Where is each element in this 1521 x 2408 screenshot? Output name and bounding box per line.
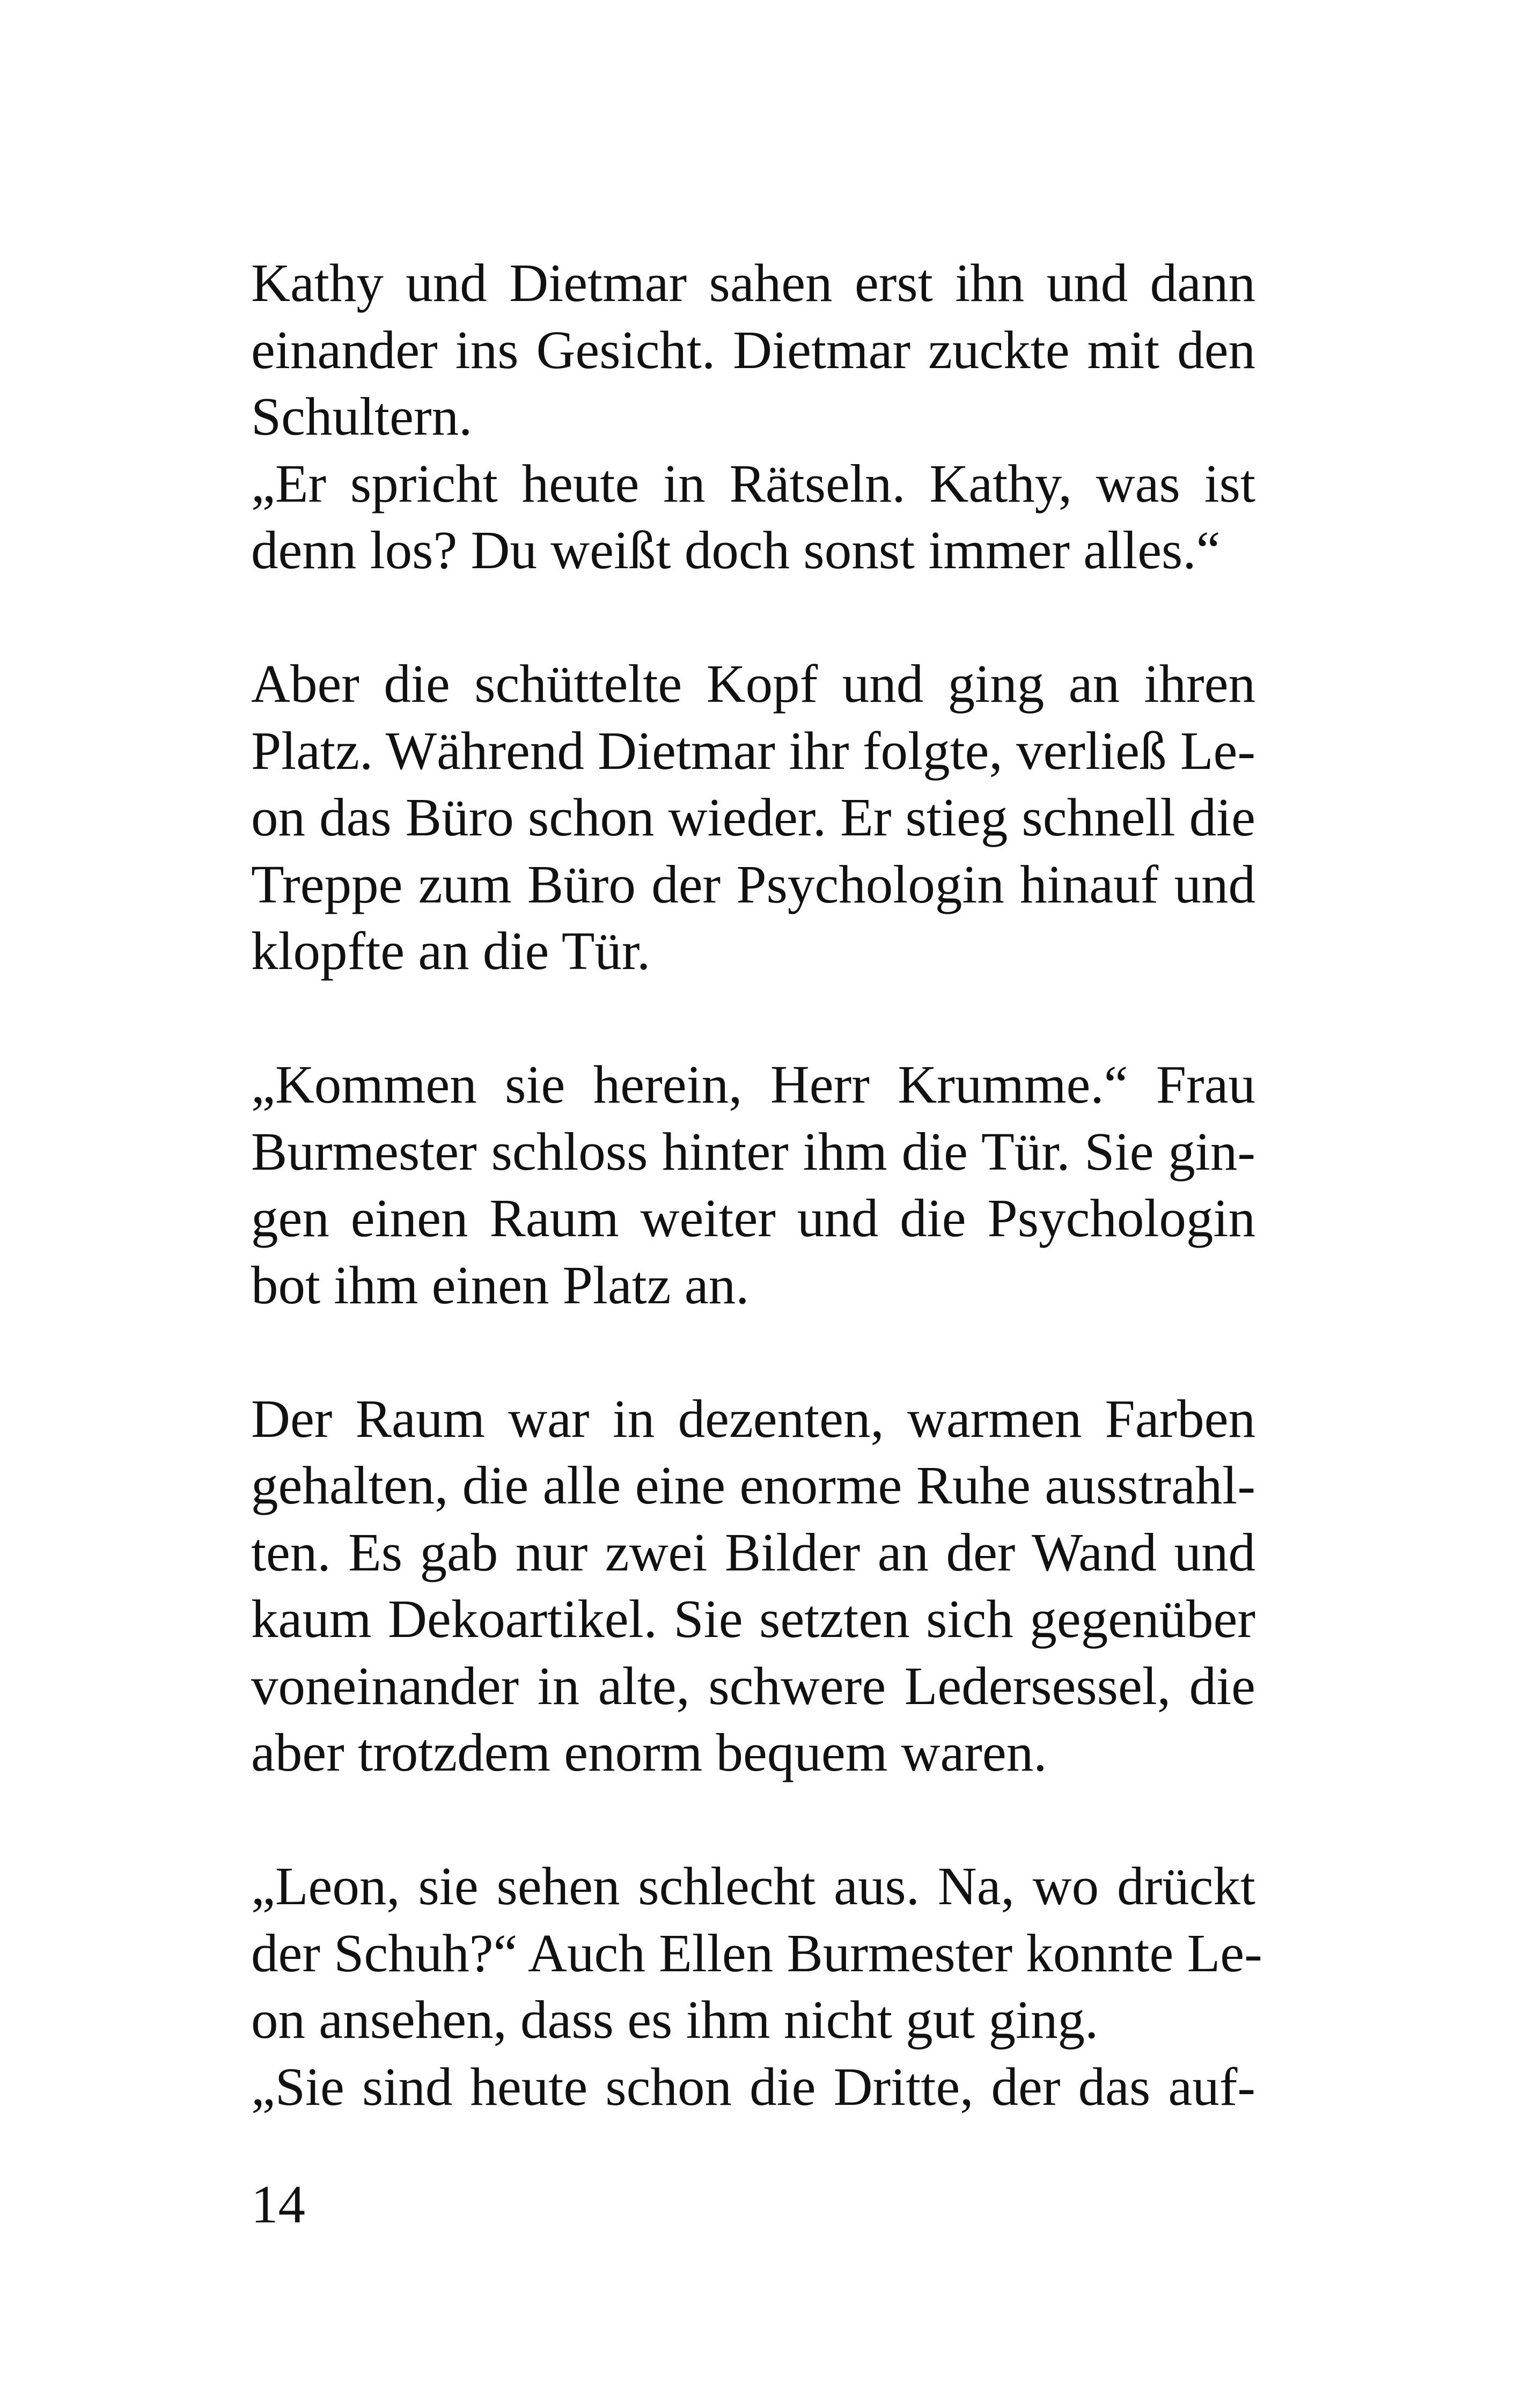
text-line: „Leon, sie sehen schlecht aus. Na, wo drückt: [251, 1856, 1255, 1916]
paragraph-2: [251, 650, 1255, 985]
text-line: „Er spricht heute in Rätseln. Kathy, was ist: [251, 453, 1255, 513]
body-text: [251, 249, 1262, 2120]
text-line: Kathy und Dietmar sahen erst ihn und dann: [251, 253, 1255, 313]
text-line: kaum Dekoartikel. Sie setzten sich gegenüber: [251, 1589, 1255, 1649]
text-line: Der Raum war in dezenten, warmen Farben: [251, 1388, 1255, 1449]
paragraph-gap: [251, 584, 1255, 651]
text-line: der Schuh?“ Auch Ellen Burmester konnte Le-: [251, 1922, 1262, 1983]
paragraph-5: [251, 1853, 1262, 2120]
paragraph-1: [251, 249, 1255, 584]
text-line: gehalten, die alle eine enorme Ruhe ausstrahl-: [251, 1455, 1255, 1515]
text-line: klopfte an die Tür.: [251, 921, 651, 981]
text-line: „Sie sind heute schon die Dritte, der das auf-: [251, 2056, 1255, 2117]
text-line: on ansehen, dass es ihm nicht gut ging.: [251, 1989, 1099, 2050]
text-line: Burmester schloss hinter ihm die Tür. Sie gin-: [251, 1121, 1255, 1181]
text-line: Schultern.: [251, 386, 473, 446]
page-number: 14: [251, 2174, 305, 2234]
text-line: voneinander in alte, schwere Ledersessel, die: [251, 1655, 1255, 1716]
text-line: einander ins Gesicht. Dietmar zuckte mit den: [251, 319, 1255, 380]
paragraph-3: [251, 1051, 1255, 1318]
paragraph-gap: [251, 985, 1255, 1052]
text-line: „Kommen sie herein, Herr Krumme.“ Frau: [251, 1054, 1255, 1114]
text-line: aber trotzdem enorm bequem waren.: [251, 1722, 1047, 1782]
text-line: Platz. Während Dietmar ihr folgte, verließ Le-: [251, 720, 1255, 781]
text-line: Aber die schüttelte Kopf und ging an ihren: [251, 654, 1255, 714]
text-line: on das Büro schon wieder. Er stieg schnell die: [251, 787, 1255, 847]
paragraph-gap: [251, 1318, 1255, 1385]
paragraph-gap: [251, 1786, 1255, 1853]
paragraph-4: [251, 1385, 1255, 1786]
text-line: gen einen Raum weiter und die Psychologin: [251, 1188, 1255, 1248]
text-line: Treppe zum Büro der Psychologin hinauf und: [251, 854, 1255, 914]
text-line: ten. Es gab nur zwei Bilder an der Wand und: [251, 1522, 1255, 1582]
text-line: bot ihm einen Platz an.: [251, 1254, 750, 1315]
text-line: denn los? Du weißt doch sonst immer alles.“: [251, 520, 1221, 580]
